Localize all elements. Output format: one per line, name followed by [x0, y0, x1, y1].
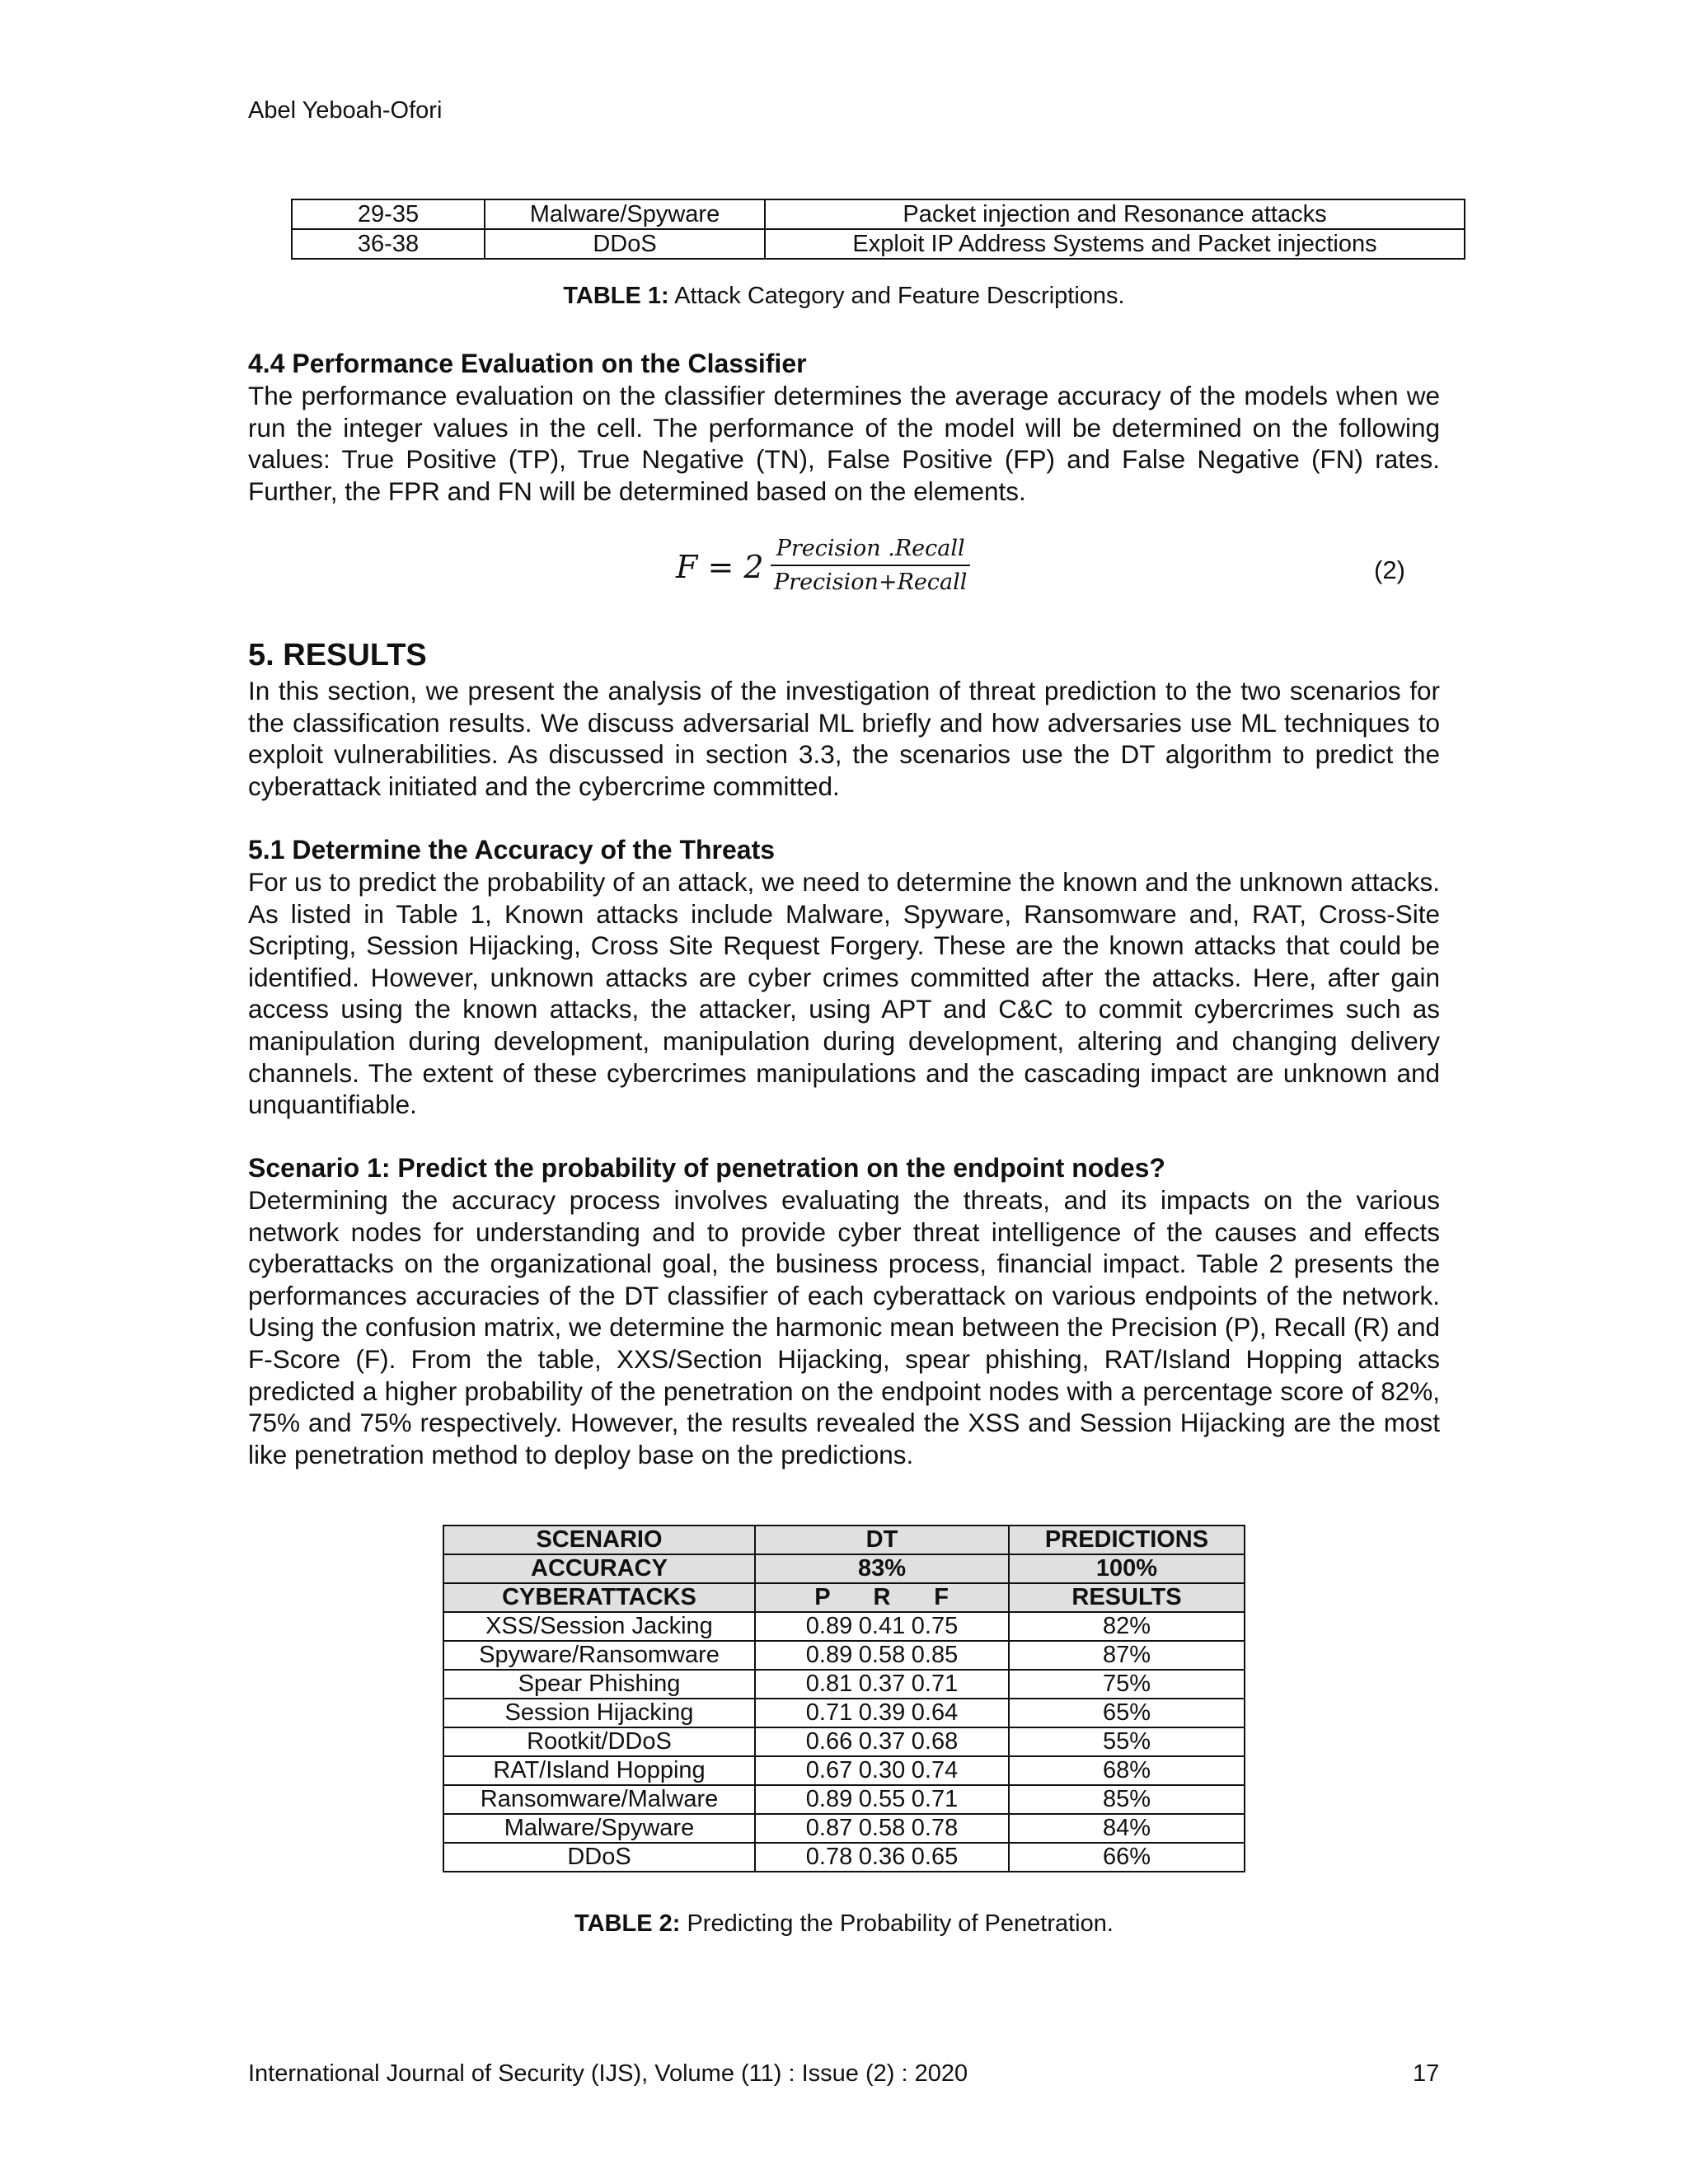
precision-value: 0.89 [805, 1613, 853, 1639]
precision-label: P [814, 1584, 831, 1610]
f-score-value: 0.71 [911, 1671, 959, 1697]
table-cell: 29-35 [292, 199, 485, 229]
table-cell: Packet injection and Resonance attacks [765, 199, 1465, 229]
result-cell: 68% [1009, 1756, 1245, 1785]
prf-cell [755, 1785, 1009, 1814]
f-score-value: 0.64 [911, 1699, 959, 1726]
result-cell: 85% [1009, 1785, 1245, 1814]
f-score-value: 0.75 [911, 1613, 959, 1639]
prf-cell [755, 1727, 1009, 1756]
header-cell: SCENARIO [443, 1526, 755, 1554]
table-2 [443, 1525, 1245, 1872]
table-2-caption [0, 1910, 1688, 1938]
f-score-label: F [934, 1584, 949, 1610]
running-header-author: Abel Yeboah-Ofori [248, 97, 443, 124]
table-row [443, 1670, 1245, 1699]
precision-value: 0.87 [805, 1815, 853, 1841]
section-4-4-paragraph: The performance evaluation on the classifier determines the average accuracy of the models when we run the integer values in the cell. The performance of the model will be determined on the following values: True Positive (TP), True Negative (TN), False Positive (FP) and False Negative (FN) rates. Further, the FPR and FN will be determined based on the elements. [248, 381, 1440, 506]
prf-cell [755, 1843, 1009, 1872]
table-cell: Exploit IP Address Systems and Packet injections [765, 229, 1465, 259]
table-row [443, 1727, 1245, 1756]
caption-text: Attack Category and Feature Descriptions. [674, 283, 1125, 309]
table-cell: 36-38 [292, 229, 485, 259]
prf-cell [755, 1814, 1009, 1843]
header-cell: PREDICTIONS [1009, 1526, 1245, 1554]
f-score-value: 0.68 [911, 1728, 959, 1755]
cyberattack-cell: Ransomware/Malware [443, 1785, 755, 1814]
recall-value: 0.37 [858, 1728, 906, 1755]
formula-fraction [771, 536, 970, 595]
f-score-value: 0.78 [911, 1815, 959, 1841]
table-1-caption [0, 283, 1688, 310]
footer-page-number: 17 [1413, 2060, 1440, 2087]
table-row [443, 1699, 1245, 1727]
table-header-row [443, 1583, 1245, 1612]
table-cell: Malware/Spyware [485, 199, 765, 229]
f-score-value: 0.74 [911, 1757, 959, 1783]
recall-label: R [873, 1584, 891, 1610]
scenario-1-paragraph: Determining the accuracy process involves evaluating the threats, and its impacts on the various network nodes for understanding and to provide cyber threat intelligence of the causes and effects cyberattacks on the organizational goal, the business process, financial impact. Table 2 presents the performances accuracies of the DT classifier of each cyberattack on various endpoints of the network. Using the confusion matrix, we determine the harmonic mean between the Precision (P), Recall (R) and F-Score (F). From the table, XXS/Section Hijacking, spear phishing, RAT/Island Hopping attacks predicted a higher probability of the penetration on the endpoint nodes with a percentage score of 82%, 75% and 75% respectively. However, the results revealed the XSS and Session Hijacking are the most like penetration method to deploy base on the predictions. [248, 1185, 1440, 1469]
table-row [443, 1756, 1245, 1785]
footer-journal: International Journal of Security (IJS), Volume (11) : Issue (2) : 2020 [248, 2060, 968, 2087]
precision-value: 0.81 [805, 1671, 853, 1697]
section-heading-4-4: 4.4 Performance Evaluation on the Classifier [248, 349, 807, 378]
section-5-paragraph: In this section, we present the analysis of the investigation of threat prediction to the two scenarios for the classification results. We discuss adversarial ML briefly and how adversaries use ML techniques to exploit vulnerabilities. As discussed in section 3.3, the scenarios use the DT algorithm to predict the cyberattack initiated and the cybercrime committed. [248, 676, 1440, 801]
recall-value: 0.39 [858, 1699, 906, 1726]
header-cell: RESULTS [1009, 1583, 1245, 1612]
result-cell: 87% [1009, 1641, 1245, 1670]
recall-value: 0.37 [858, 1671, 906, 1697]
caption-text: Predicting the Probability of Penetration. [687, 1910, 1114, 1937]
equation-number: (2) [1374, 555, 1405, 584]
precision-value: 0.78 [805, 1844, 853, 1870]
table-row [443, 1612, 1245, 1641]
f-score-value: 0.65 [911, 1844, 959, 1870]
table-row [443, 1785, 1245, 1814]
cyberattack-cell: Malware/Spyware [443, 1814, 755, 1843]
cyberattack-cell: XSS/Session Jacking [443, 1612, 755, 1641]
section-heading-5: 5. RESULTS [248, 638, 427, 673]
section-5-1-paragraph: For us to predict the probability of an attack, we need to determine the known and the unknown attacks. As listed in Table 1, Known attacks include Malware, Spyware, Ransomware and, RAT, Cross-Site Scripting, Session Hijacking, Cross Site Request Forgery. These are the known attacks that could be identified. However, unknown attacks are cyber crimes committed after the attacks. Here, after gain access using the known attacks, the attacker, using APT and C&C to commit cybercrimes such as manipulation during development, manipulation during development, altering and changing delivery channels. The extent of these cybercrimes manipulations and the cascading impact are unknown and unquantifiable. [248, 867, 1440, 1120]
recall-value: 0.41 [858, 1613, 906, 1639]
precision-value: 0.67 [805, 1757, 853, 1783]
cyberattack-cell: Spyware/Ransomware [443, 1641, 755, 1670]
table-header-row [443, 1554, 1245, 1583]
formula-denominator: Precision+Recall [774, 569, 968, 595]
recall-value: 0.36 [858, 1844, 906, 1870]
recall-value: 0.55 [858, 1786, 906, 1812]
header-cell: DT [755, 1526, 1009, 1554]
precision-value: 0.71 [805, 1699, 853, 1726]
precision-value: 0.89 [805, 1642, 853, 1668]
table-header-row [443, 1526, 1245, 1554]
table-cell: DDoS [485, 229, 765, 259]
cyberattack-cell: DDoS [443, 1843, 755, 1872]
formula-lhs: F = 2 [676, 549, 764, 585]
prf-cell [755, 1670, 1009, 1699]
cyberattack-cell: Rootkit/DDoS [443, 1727, 755, 1756]
result-cell: 82% [1009, 1612, 1245, 1641]
result-cell: 65% [1009, 1699, 1245, 1727]
table-1 [291, 199, 1465, 260]
recall-value: 0.58 [858, 1815, 906, 1841]
f-score-value: 0.85 [911, 1642, 959, 1668]
scenario-1-heading: Scenario 1: Predict the probability of penetration on the endpoint nodes? [248, 1153, 1165, 1183]
precision-value: 0.66 [805, 1728, 853, 1755]
caption-label: TABLE 1: [563, 283, 669, 309]
header-cell: CYBERATTACKS [443, 1583, 755, 1612]
table-row [292, 199, 1465, 229]
cyberattack-cell: RAT/Island Hopping [443, 1756, 755, 1785]
header-cell: ACCURACY [443, 1554, 755, 1583]
table-row [443, 1814, 1245, 1843]
recall-value: 0.58 [858, 1642, 906, 1668]
precision-value: 0.89 [805, 1786, 853, 1812]
f-score-value: 0.71 [911, 1786, 959, 1812]
header-cell: 100% [1009, 1554, 1245, 1583]
formula-numerator: Precision .Recall [771, 536, 970, 566]
result-cell: 55% [1009, 1727, 1245, 1756]
result-cell: 75% [1009, 1670, 1245, 1699]
result-cell: 66% [1009, 1843, 1245, 1872]
cyberattack-cell: Spear Phishing [443, 1670, 755, 1699]
table-row [443, 1641, 1245, 1670]
caption-label: TABLE 2: [574, 1910, 681, 1937]
recall-value: 0.30 [858, 1757, 906, 1783]
header-cell: 83% [755, 1554, 1009, 1583]
section-heading-5-1: 5.1 Determine the Accuracy of the Threats [248, 835, 776, 865]
header-cell [755, 1583, 1009, 1612]
prf-cell [755, 1756, 1009, 1785]
prf-cell [755, 1641, 1009, 1670]
result-cell: 84% [1009, 1814, 1245, 1843]
table-row [443, 1843, 1245, 1872]
table-row [292, 229, 1465, 259]
cyberattack-cell: Session Hijacking [443, 1699, 755, 1727]
prf-cell [755, 1699, 1009, 1727]
prf-cell [755, 1612, 1009, 1641]
